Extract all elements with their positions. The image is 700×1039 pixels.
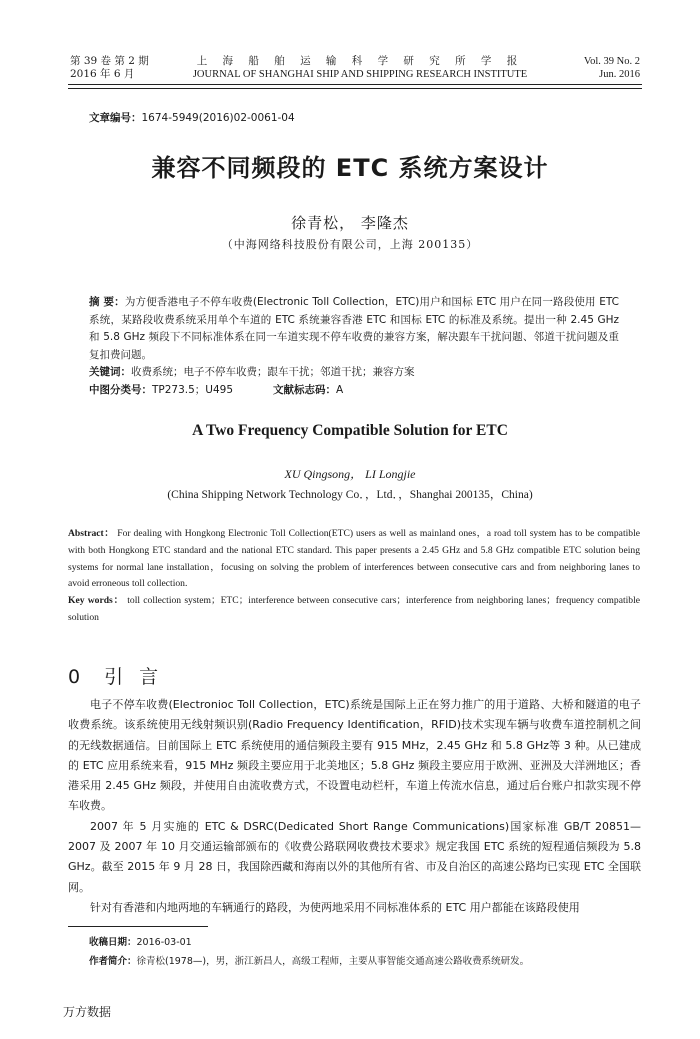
received-label: 收稿日期： [89,937,137,948]
footnote-received [89,934,649,948]
affiliation-cn: （中海网络科技股份有限公司，上海 200135） [221,238,479,251]
watermark: 万方数据 [63,1005,112,1019]
journal-name-en: JOURNAL OF SHANGHAI SHIP AND SHIPPING RESEARCH INSTITUTE [192,69,528,80]
volume-issue: 第 39 卷 第 2 期 [70,55,149,67]
body-text [68,695,641,918]
abstract-en [68,526,640,627]
abstract-cn-label: 摘 要： [89,296,125,308]
keywords-en-text: toll collection system；ETC；interference between consecutive cars；interference from neighboring lanes；frequency compatible solution [68,595,641,623]
footnote-rule [68,926,208,927]
authors-cn: 徐青松， 李隆杰 [291,214,409,232]
author-bio-label: 作者简介： [89,956,137,967]
body-paragraph-3: 针对有香港和内地两地的车辆通行的路段，为使两地采用不同标准体系的 ETC 用户都能在该路段使用 [90,900,580,914]
header-rule-thick [68,84,642,85]
authors-en: XU Qingsong， LI Longjie [284,467,416,481]
classification-line [89,382,619,400]
running-header-left [70,55,149,81]
header-rule-thin [68,88,642,89]
article-number-value: 1674-5949(2016)02-0061-04 [141,112,295,124]
clc-value: TP273.5；U495 [152,383,234,396]
affiliation-en: (China Shipping Network Technology Co．，Ltd．，Shanghai 200135，China) [167,489,533,501]
abstract-en-text: For dealing with Hongkong Electronic Toll Collection(ETC) users as well as mainland ones，a road toll system has to be compatible with both Hongkong ETC standard and the national ETC standard. This paper presents a 2.45 GHz and 5.8 GHz compatible ETC solution being systems for normal lane installation，focusing on solving the problem of interferences between consecutive cars and from neighboring lanes to avoid erroneous toll collection. [68,528,640,590]
running-header-right [560,55,640,81]
body-paragraph-1: 电子不停车收费(Electronioc Toll Collection，ETC)系统是国际上正在努力推广的用于道路、大桥和隧道的电子收费系统。该系统使用无线射频识别(Radio Frequency Identification，RFID)技术实现车辆与收费车道控制机之间的无线数据通信。目前国际上 ETC 系统使用的通信频段主要有 915 MHz，2.45 GHz 和 5.8 GHz等 3 种。从已建成的 ETC 应用系统来看，915 MHz 频段主要应用于北美地区；5.8 GHz 频段主要应用于欧洲、亚洲及大洋洲地区；香港采用 2.45 GHz 频段，并使用自由流收费方式，不设置电动栏杆，车道上传流水信息，通过后台账户扣款实现不停车收费。 [68,698,641,813]
keywords-cn-label: 关键词： [89,366,131,378]
article-number [89,110,295,125]
journal-name [150,55,570,81]
abstract-cn-paragraph [89,294,619,364]
keywords-cn [89,364,619,382]
doc-code-value: A [336,383,344,396]
keywords-en-label: Key words： [68,595,125,607]
clc-label: 中图分类号： [89,383,152,396]
publication-date-en: Jun. 2016 [599,69,640,80]
abstract-en-label: Abstract： [68,528,115,539]
paper-title-cn: 兼容不同频段的 ETC 系统方案设计 [151,154,549,182]
doc-code-label: 文献标志码： [273,383,337,396]
volume-issue-en: Vol. 39 No. 2 [583,56,640,67]
publication-date: 2016 年 6 月 [70,68,135,80]
section-number: 0 [68,666,81,688]
author-bio-text: 徐青松(1978—)，男，浙江新昌人，高级工程师，主要从事智能交通高速公路收费系统研发。 [136,956,530,967]
footnote-author-bio [89,953,649,967]
article-number-label: 文章编号： [89,112,142,124]
keywords-en [68,593,640,627]
journal-name-cn: 上 海 船 舶 运 输 科 学 研 究 所 学 报 [196,55,524,67]
section-heading [68,662,174,689]
abstract-en-paragraph [68,526,640,593]
abstract-cn [89,294,619,399]
body-paragraph-2: 2007 年 5 月实施的 ETC & DSRC(Dedicated Short Range Communications)国家标准 GB/T 20851—2007 及 2007 年 10 月交通运输部颁布的《收费公路联网收费技术要求》规定我国 ETC 系统的短程通信频段为 5.8 GHz。截至 2015 年 9 月 28 日，我国除西藏和海南以外的其他所有省、市及自治区的高速公路均已实现 ETC 全国联网。 [68,819,641,894]
paper-title-en: A Two Frequency Compatible Solution for ETC [192,422,508,439]
keywords-cn-text: 收费系统；电子不停车收费；跟车干扰；邻道干扰；兼容方案 [131,366,415,378]
section-title: 引言 [104,666,175,688]
abstract-cn-text: 为方便香港电子不停车收费(Electronic Toll Collection，ETC)用户和国标 ETC 用户在同一路段使用 ETC 系统，某路段收费系统采用单个车道的 ETC 系统兼容香港 ETC 和国标 ETC 的标准及系统。提出一种 2.45 GHz 和 5.8 GHz 频段下不同标准体系在同一车道实现不停车收费的兼容方案，解决跟车干扰问题、邻道干扰问题及重复扣费问题。 [89,296,619,361]
received-date: 2016-03-01 [136,937,192,948]
